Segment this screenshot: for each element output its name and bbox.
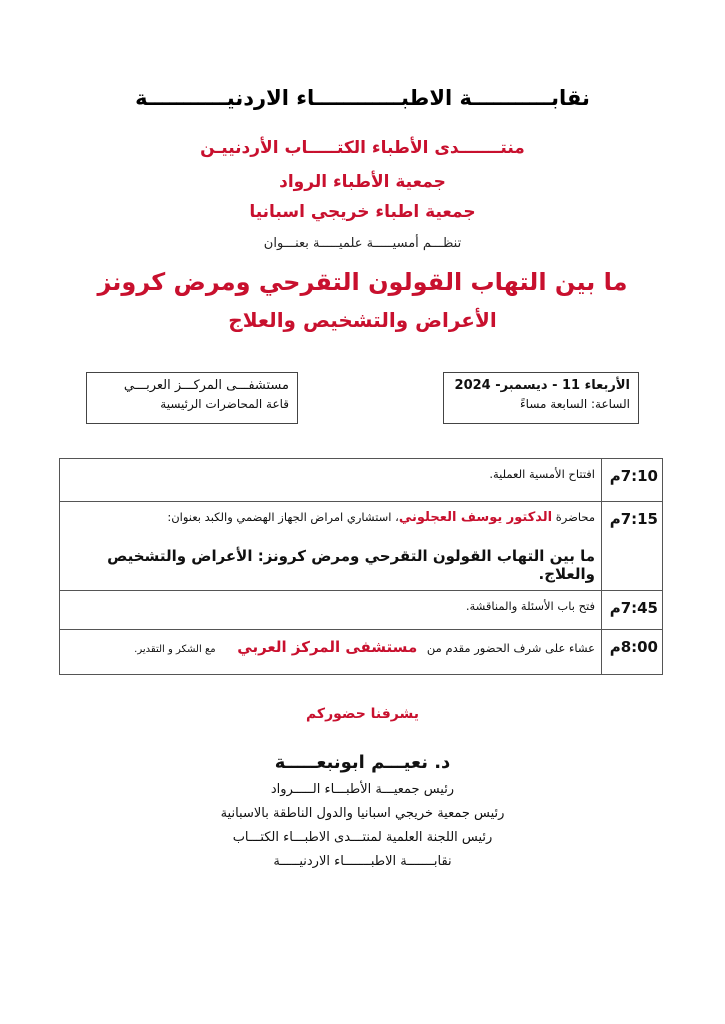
signatory-title-3: رئيس اللجنة العلمية لمنتـــدى الاطبـــاء الكتـــاب <box>232 830 493 845</box>
pioneer-doctors-society: جمعية الأطباء الرواد <box>279 172 446 192</box>
schedule-time: 7:15م <box>602 502 663 591</box>
hospital-name: مستشفى المركز العربي <box>237 638 418 656</box>
venue-box <box>86 372 298 424</box>
schedule-row <box>60 591 663 630</box>
syndicate-heading: نقابـــــــــــة الاطبــــــــــــاء الاردنيـــــــــــة <box>135 86 590 110</box>
thanks-text: مع الشكر و التقدير. <box>134 644 216 655</box>
lecturer-name: الدكتور يوسف العجلوني <box>398 510 553 525</box>
organizes-line: تنظـــم أمسيـــــة علميـــــة بعنـــوان <box>263 236 462 251</box>
schedule-dinner <box>60 630 602 675</box>
time-line: الساعة: السابعة مساءً <box>520 397 630 411</box>
dinner-prefix: عشاء على شرف الحضور مقدم من <box>426 641 595 655</box>
schedule-time: 7:45م <box>602 591 663 630</box>
lecture-topic: ما بين التهاب القولون التقرحي ومرض كرونز: الأعراض والتشخيص والعلاج. <box>107 547 595 583</box>
schedule-row <box>60 459 663 502</box>
event-subtitle: الأعراض والتشخيص والعلاج <box>228 308 497 332</box>
schedule-table <box>59 458 663 675</box>
forum-heading: منتـــــــدى الأطباء الكتـــــاب الأردنييـن <box>200 138 525 158</box>
date-time-box <box>443 372 639 424</box>
date-line: الأربعاء 11 - ديسمبر- 2024 <box>454 378 630 393</box>
schedule-text: فتح باب الأسئلة والمناقشة. <box>60 591 602 630</box>
venue-hall: قاعة المحاضرات الرئيسية <box>160 397 289 411</box>
signatory-title-2: رئيس جمعية خريجي اسبانيا والدول الناطقة بالاسبانية <box>220 806 505 821</box>
schedule-time: 7:10م <box>602 459 663 502</box>
spain-graduates-society: جمعية اطباء خريجي اسبانيا <box>249 202 476 222</box>
schedule-lecture <box>60 502 602 591</box>
signatory-title-4: نقابـــــــة الاطبـــــــاء الاردنيـــــة <box>273 854 452 869</box>
lecture-prefix: محاضرة <box>555 510 595 524</box>
welcome-line: يشرفنا حضوركم <box>305 706 420 722</box>
lecture-suffix: ، استشاري امراض الجهاز الهضمي والكبد بعنوان: <box>167 510 399 524</box>
venue-name: مستشفـــى المركـــز العربـــي <box>123 378 289 393</box>
schedule-text: افتتاح الأمسية العملية. <box>60 459 602 502</box>
signatory-title-1: رئيس جمعيـــة الأطبـــاء الـــــرواد <box>270 782 455 797</box>
schedule-time: 8:00م <box>602 630 663 675</box>
schedule-row <box>60 502 663 591</box>
signatory-name: د. نعيـــم ابونبعـــــة <box>274 752 451 773</box>
schedule-row <box>60 630 663 675</box>
event-title: ما بين التهاب القولون التقرحي ومرض كرونز <box>97 268 628 296</box>
